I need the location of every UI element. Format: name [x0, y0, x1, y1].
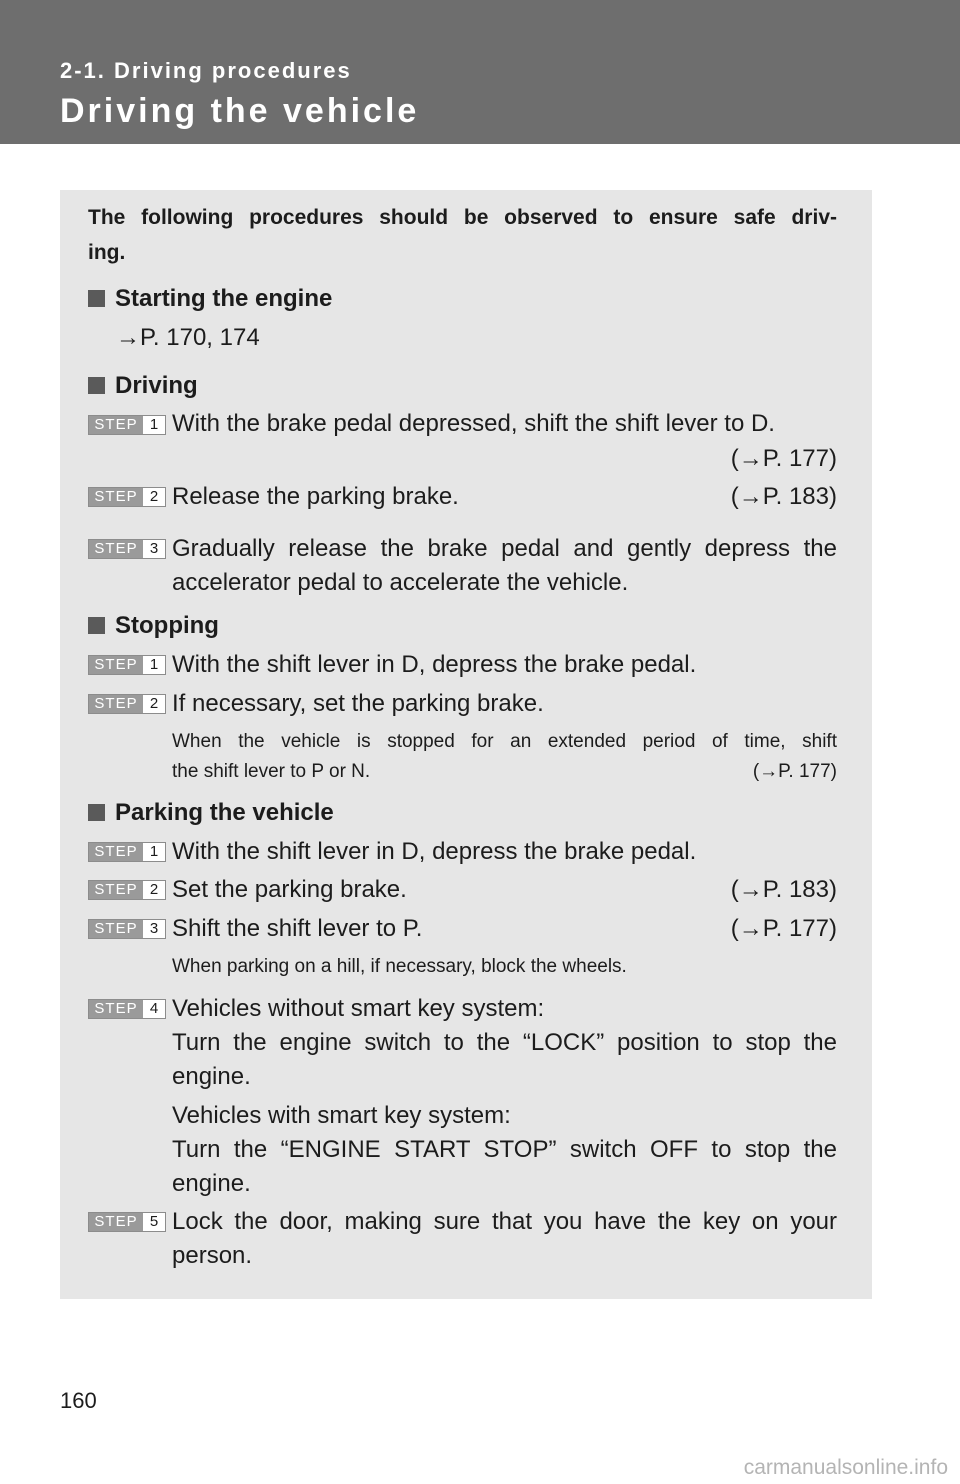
step-badge: [88, 1212, 166, 1232]
parking-step-1-text: With the shift lever in D, depress the brake pedal.: [172, 838, 697, 865]
step-badge: [88, 655, 166, 675]
step-badge-number: 2: [149, 695, 159, 712]
page-number: 160: [60, 1388, 97, 1413]
step-badge: [88, 999, 166, 1019]
step-badge-number: 2: [149, 488, 159, 505]
step-badge-label: STEP: [89, 920, 143, 938]
step-badge: [88, 694, 166, 714]
parking-step-4-b-title: Vehicles with smart key system:: [172, 1102, 511, 1129]
parking-step-2-ref[interactable]: (→P. 183): [730, 876, 837, 903]
starting-page-ref[interactable]: →P. 170, 174: [116, 324, 260, 351]
heading-driving-label: Driving: [115, 372, 198, 399]
square-bullet-icon: [88, 290, 105, 307]
page-header: [0, 0, 960, 144]
step-badge-number: 3: [149, 540, 159, 557]
square-bullet-icon: [88, 804, 105, 821]
stopping-step-2-text: If necessary, set the parking brake.: [172, 690, 544, 717]
heading-starting-label: Starting the engine: [115, 285, 333, 312]
step-badge: [88, 487, 166, 507]
step-badge: [88, 842, 166, 862]
parking-step-3-text: Shift the shift lever to P.: [172, 915, 423, 942]
driving-step-2-text: Release the parking brake.: [172, 483, 459, 510]
section-label: 2-1. Driving procedures: [60, 58, 352, 83]
intro-line-1: The following procedures should be observed to ensure safe driv-: [88, 206, 837, 229]
parking-step-2-text: Set the parking brake.: [172, 876, 407, 903]
page-title: Driving the vehicle: [60, 92, 420, 130]
square-bullet-icon: [88, 617, 105, 634]
stopping-note-line-2: the shift lever to P or N.: [172, 761, 371, 782]
driving-step-3-line-1: Gradually release the brake pedal and gently depress the: [172, 535, 837, 562]
step-badge-label: STEP: [89, 416, 143, 434]
step-badge: [88, 415, 166, 435]
step-badge-number: 2: [149, 881, 159, 898]
step-badge-label: STEP: [89, 881, 143, 899]
heading-driving: [88, 372, 198, 400]
parking-step-4-a-line-2: engine.: [172, 1063, 251, 1090]
parking-step-4-a-title: Vehicles without smart key system:: [172, 995, 545, 1022]
step-badge: [88, 880, 166, 900]
step-badge-label: STEP: [89, 540, 143, 558]
heading-starting: [88, 285, 332, 313]
step-badge-label: STEP: [89, 656, 143, 674]
driving-step-1-text: With the brake pedal depressed, shift the shift lever to D.: [172, 410, 775, 437]
step-badge-number: 1: [149, 843, 159, 860]
driving-step-3-line-2: accelerator pedal to accelerate the vehicle.: [172, 569, 629, 596]
step-badge-number: 3: [149, 920, 159, 937]
step-badge: [88, 919, 166, 939]
parking-step-3-ref[interactable]: (→P. 177): [730, 915, 837, 942]
driving-step-1-ref[interactable]: (→P. 177): [730, 445, 837, 472]
step-badge-label: STEP: [89, 1000, 143, 1018]
step-badge-label: STEP: [89, 843, 143, 861]
driving-step-2-ref[interactable]: (→P. 183): [730, 483, 837, 510]
square-bullet-icon: [88, 377, 105, 394]
parking-note: When parking on a hill, if necessary, block the wheels.: [172, 956, 627, 977]
step-badge-number: 5: [149, 1213, 159, 1230]
heading-parking: [88, 799, 334, 827]
step-badge-number: 1: [149, 656, 159, 673]
parking-step-5-line-2: person.: [172, 1242, 253, 1269]
step-badge-label: STEP: [89, 1213, 143, 1231]
heading-stopping: [88, 612, 219, 640]
step-badge-label: STEP: [89, 488, 143, 506]
heading-stopping-label: Stopping: [115, 612, 219, 639]
parking-step-4-b-line-2: engine.: [172, 1170, 251, 1197]
parking-step-4-b-line-1: Turn the “ENGINE START STOP” switch OFF to stop the: [172, 1136, 837, 1163]
step-badge-number: 4: [149, 1000, 159, 1017]
parking-step-5-line-1: Lock the door, making sure that you have the key on your: [172, 1208, 837, 1235]
stopping-note-ref[interactable]: (→P. 177): [752, 761, 837, 782]
watermark: carmanualsonline.info: [743, 1456, 948, 1479]
step-badge: [88, 539, 166, 559]
stopping-note-line-1: When the vehicle is stopped for an extended period of time, shift: [172, 731, 837, 752]
intro-line-2: ing.: [88, 241, 126, 264]
step-badge-number: 1: [149, 416, 159, 433]
step-badge-label: STEP: [89, 695, 143, 713]
parking-step-4-a-line-1: Turn the engine switch to the “LOCK” position to stop the: [172, 1029, 837, 1056]
heading-parking-label: Parking the vehicle: [115, 799, 334, 826]
stopping-step-1-text: With the shift lever in D, depress the brake pedal.: [172, 651, 697, 678]
